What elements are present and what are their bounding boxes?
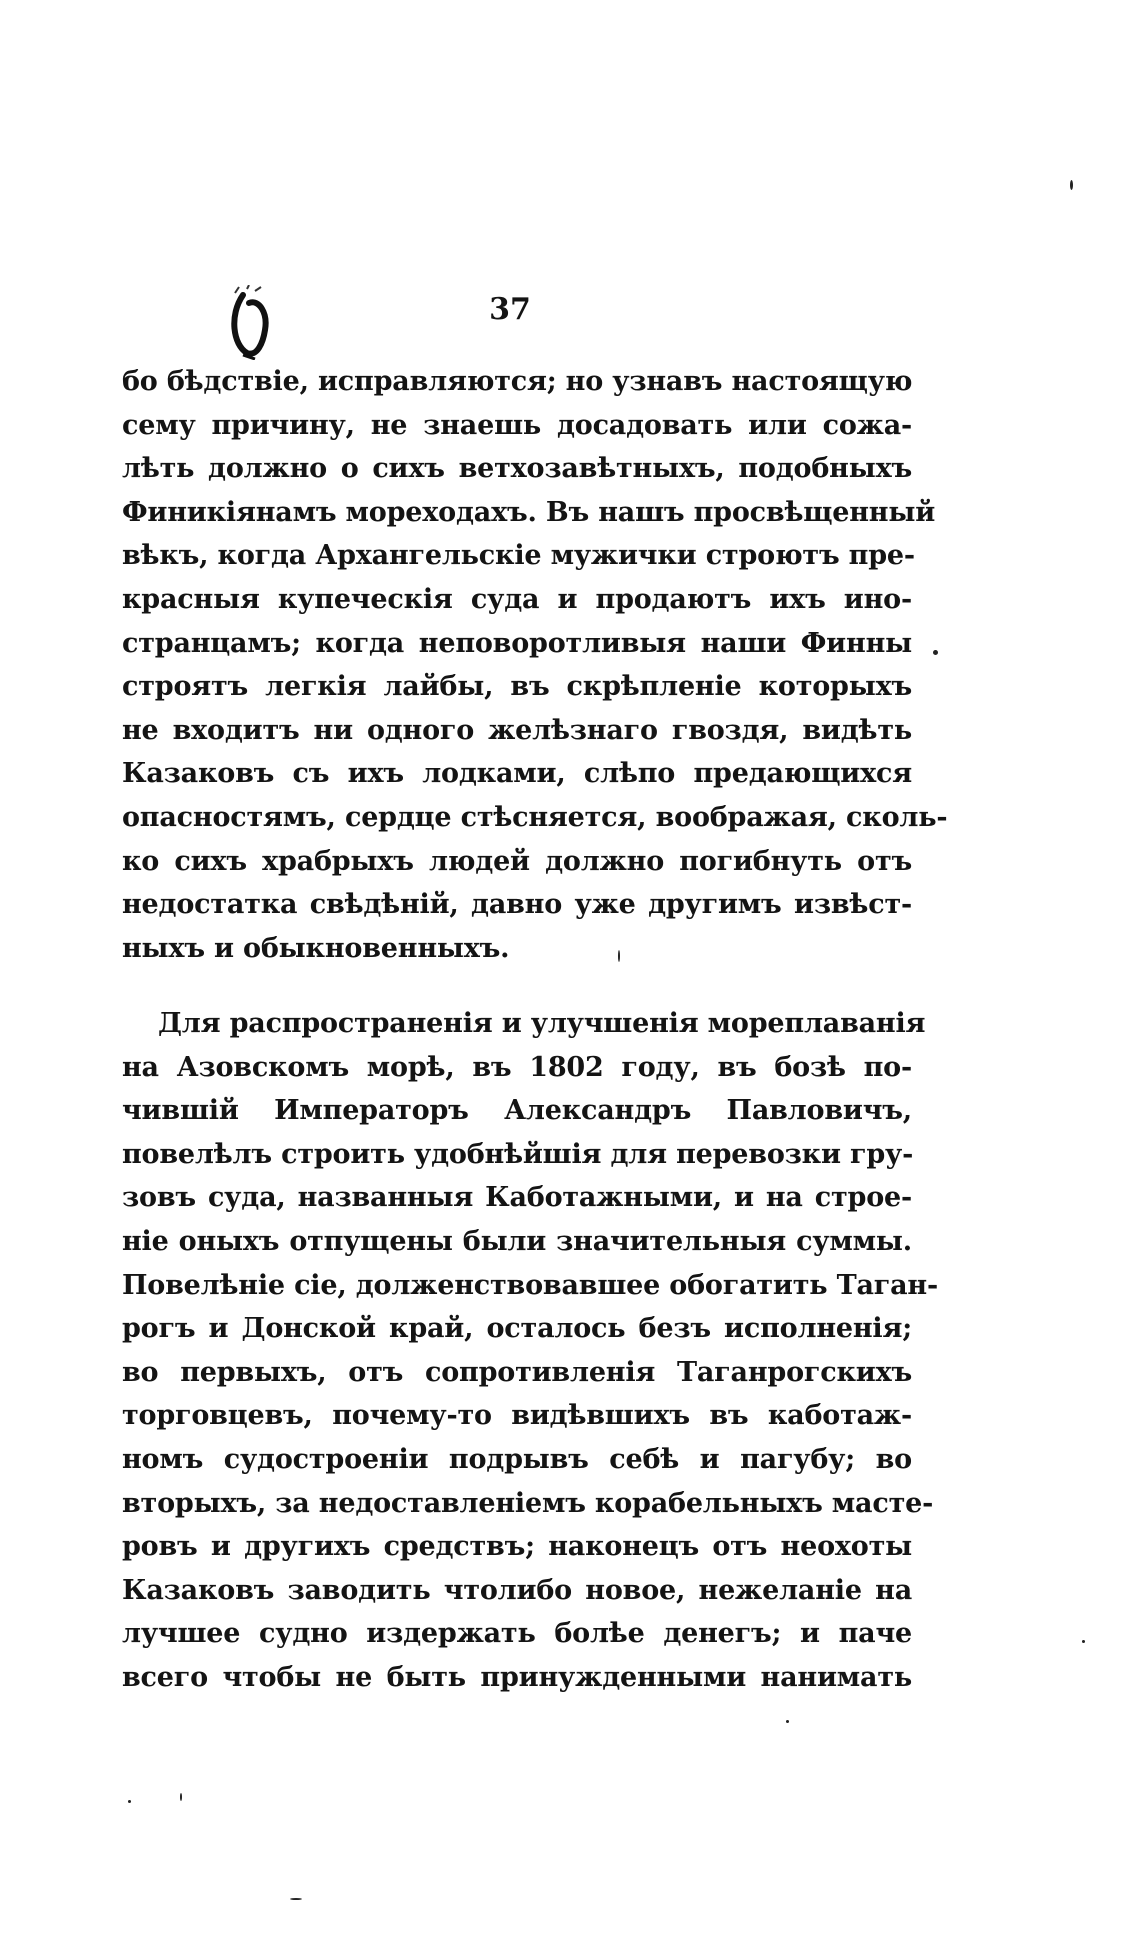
text-line: зовъ суда, названныя Каботажными, и на строе- — [122, 1182, 912, 1214]
paragraph-1 — [122, 360, 948, 970]
page-number: 37 — [489, 292, 531, 327]
text-line: Повелѣніе сіе, долженствовавшее обогатить Таган- — [122, 1269, 938, 1301]
text-line: ко сихъ храбрыхъ людей должно погибнуть отъ — [122, 845, 912, 877]
text-line: бо бѣдствіе, исправляются; но узнавъ настоящую — [122, 366, 913, 397]
text-line: вторыхъ, за недоставленіемъ корабельныхъ масте- — [122, 1487, 934, 1519]
text-line: ровъ и другихъ средствъ; наконецъ отъ неохоты — [122, 1531, 912, 1563]
text-line: красныя купеческія суда и продаютъ ихъ ино- — [122, 583, 912, 615]
text-line: не входитъ ни одного желѣзнаго гвоздя, видѣть — [122, 714, 912, 746]
text-line: торговцевъ, почему-то видѣвшихъ въ каботаж- — [122, 1400, 912, 1432]
ink-speck — [1082, 1640, 1085, 1643]
text-line: Для распространенія и улучшенія мореплаванія — [158, 1008, 926, 1039]
ink-mark-icon — [225, 285, 285, 360]
text-line: сему причину, не знаешь досадовать или сожа- — [122, 409, 912, 441]
ink-speck — [786, 1720, 789, 1723]
text-line: строятъ легкія лайбы, въ скрѣпленіе которыхъ — [122, 671, 912, 703]
text-line: всего чтобы не быть принужденными нанимать — [122, 1661, 912, 1693]
text-line: лучшее судно издержать болѣе денегъ; и паче — [122, 1618, 912, 1650]
ink-speck — [290, 1898, 302, 1900]
text-line: повелѣлъ строить удобнѣйшія для перевозки гру- — [122, 1138, 914, 1170]
text-line: Финикіянамъ мореходахъ. Въ нашъ просвѣщенный — [122, 496, 936, 528]
text-line: номъ судостроеніи подрывъ себѣ и пагубу; во — [122, 1443, 912, 1475]
ink-speck — [618, 950, 620, 962]
text-line: недостатка свѣдѣній, давно уже другимъ извѣст- — [122, 889, 912, 921]
text-line: Казаковъ съ ихъ лодками, слѣпо предающихся — [122, 758, 912, 790]
text-line: вѣкъ, когда Архангельскіе мужички строютъ пре- — [122, 540, 915, 572]
text-line: на Азовскомъ морѣ, въ 1802 году, въ бозѣ по- — [122, 1051, 912, 1083]
text-line: чившій Императоръ Александръ Павловичъ, — [122, 1095, 912, 1127]
text-line: рогъ и Донской край, осталось безъ исполненія; — [122, 1313, 912, 1345]
text-line: ныхъ и обыкновенныхъ. — [122, 932, 510, 964]
ink-speck — [180, 1793, 182, 1801]
text-line: во первыхъ, отъ сопротивленія Таганрогскихъ — [122, 1356, 912, 1388]
ink-speck — [933, 650, 938, 655]
text-line: ніе оныхъ отпущены были значительныя суммы. — [122, 1225, 912, 1257]
paragraph-2 — [122, 1002, 938, 1700]
text-line: Казаковъ заводить чтолибо новое, нежеланіе на — [122, 1574, 912, 1606]
text-line: странцамъ; когда неповоротливыя наши Финны — [122, 627, 912, 659]
text-line: опасностямъ, сердце стѣсняется, воображая, сколь- — [122, 801, 948, 833]
ink-speck — [1070, 180, 1073, 190]
text-line: лѣть должно о сихъ ветхозавѣтныхъ, подобныхъ — [122, 453, 912, 485]
ink-speck — [128, 1800, 131, 1803]
